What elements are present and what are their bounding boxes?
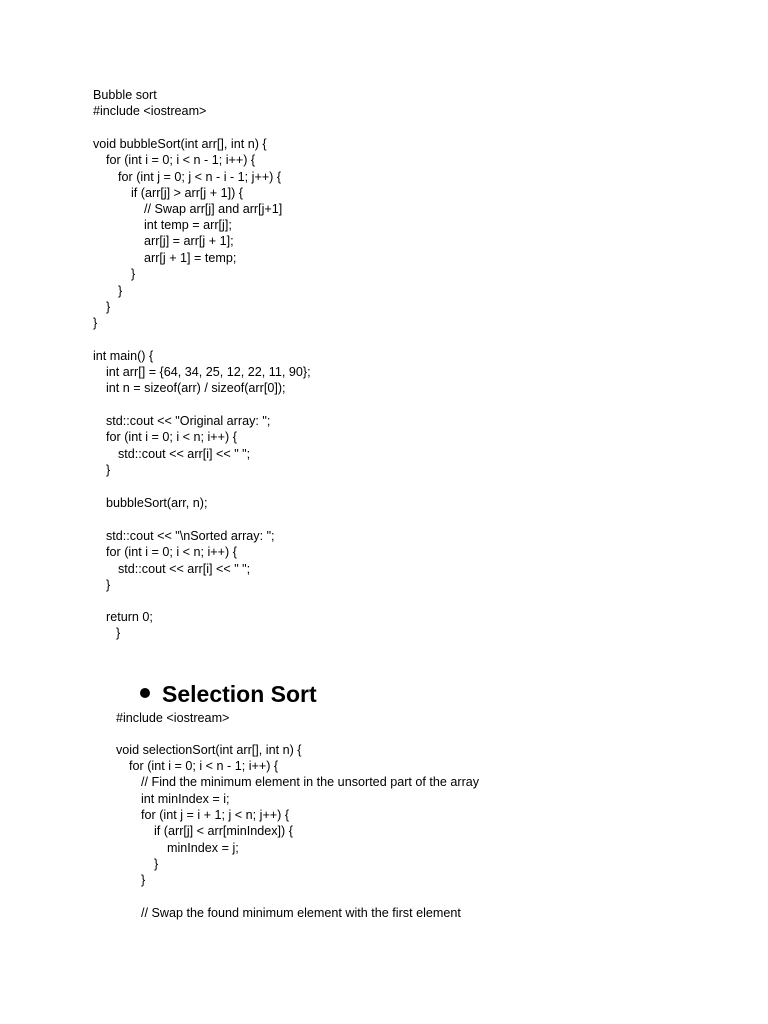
code-line: minIndex = j;	[167, 841, 239, 855]
code-line: if (arr[j] > arr[j + 1]) {	[131, 186, 243, 200]
code-line: }	[106, 463, 111, 477]
code-line: }	[141, 873, 146, 887]
code-line: arr[j + 1] = temp;	[144, 251, 237, 265]
code-line: }	[106, 578, 111, 592]
code-line: bubbleSort(arr, n);	[106, 496, 208, 510]
code-line: std::cout << arr[i] << " ";	[118, 447, 251, 461]
code-line: int arr[] = {64, 34, 25, 12, 22, 11, 90};	[106, 365, 311, 379]
code-line: }	[93, 316, 98, 330]
code-line: arr[j] = arr[j + 1];	[144, 234, 234, 248]
code-line: #include <iostream>	[116, 711, 230, 725]
code-line: int main() {	[93, 349, 154, 363]
code-line: std::cout << "Original array: ";	[106, 414, 271, 428]
code-line: }	[116, 626, 121, 640]
code-line: for (int i = 0; i < n; i++) {	[106, 430, 237, 444]
code-line: }	[131, 267, 136, 281]
code-line: #include <iostream>	[93, 104, 207, 118]
code-line: }	[106, 300, 111, 314]
bullet-icon	[140, 688, 150, 698]
code-comment: // Swap arr[j] and arr[j+1]	[144, 202, 283, 216]
code-comment: // Find the minimum element in the unsorted part of the array	[141, 775, 480, 789]
code-line: int n = sizeof(arr) / sizeof(arr[0]);	[106, 381, 286, 395]
code-line: for (int j = i + 1; j < n; j++) {	[141, 808, 290, 822]
code-line: return 0;	[106, 610, 153, 624]
code-line: int temp = arr[j];	[144, 218, 232, 232]
code-line: for (int j = 0; j < n - i - 1; j++) {	[118, 170, 282, 184]
bubble-sort-title: Bubble sort	[93, 88, 157, 102]
code-line: if (arr[j] < arr[minIndex]) {	[154, 824, 293, 838]
code-line: void bubbleSort(int arr[], int n) {	[93, 137, 267, 151]
code-line: }	[118, 284, 123, 298]
code-line: for (int i = 0; i < n - 1; i++) {	[106, 153, 256, 167]
code-line: int minIndex = i;	[141, 792, 230, 806]
code-line: std::cout << arr[i] << " ";	[118, 562, 251, 576]
code-line: for (int i = 0; i < n; i++) {	[106, 545, 237, 559]
code-line: }	[154, 857, 159, 871]
code-line: for (int i = 0; i < n - 1; i++) {	[129, 759, 279, 773]
code-line: std::cout << "\nSorted array: ";	[106, 529, 275, 543]
code-line: void selectionSort(int arr[], int n) {	[116, 743, 302, 757]
selection-sort-heading-text: Selection Sort	[162, 681, 317, 707]
code-comment: // Swap the found minimum element with the first element	[141, 906, 461, 920]
